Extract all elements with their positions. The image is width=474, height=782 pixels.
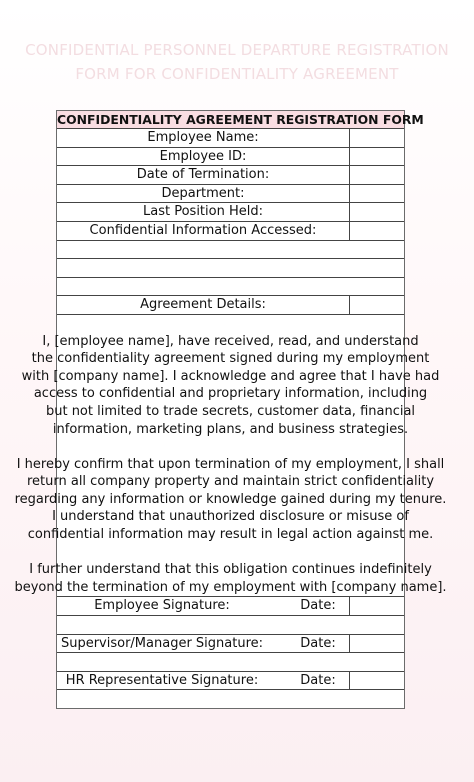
paragraph-line: I hereby confirm that upon termination of my employment, I shall: [16, 456, 445, 472]
field-label: Last Position Held:: [143, 204, 263, 220]
blank-row: [57, 438, 404, 456]
paragraph-line: the confidentiality agreement signed during my employment: [31, 351, 430, 367]
date-input-box[interactable]: [349, 597, 350, 615]
blank-row: [57, 544, 404, 562]
field-input-box[interactable]: [349, 296, 350, 314]
paragraph-line: regarding any information or knowledge gained during my tenure.: [14, 491, 447, 507]
field-label: Employee ID:: [159, 148, 247, 164]
form-title: CONFIDENTIALITY AGREEMENT REGISTRATION FORM: [57, 112, 424, 127]
field-row-date-of-termination: [57, 166, 404, 185]
blank-row: [57, 315, 404, 333]
field-input-box[interactable]: [349, 185, 350, 203]
signature-label: Supervisor/Manager Signature:: [60, 635, 264, 651]
blank-row: [57, 241, 404, 260]
paragraph-line: I further understand that this obligation continues indefinitely: [29, 562, 432, 578]
paragraph-line: I, [employee name], have received, read, and understand: [42, 333, 419, 349]
date-label: Date:: [300, 672, 336, 688]
watermark-title: [0, 38, 474, 86]
paragraph-line: with [company name]. I acknowledge and agree that I have had: [21, 368, 440, 384]
field-input-box[interactable]: [349, 222, 350, 240]
date-label: Date:: [300, 635, 336, 651]
paragraph-line: return all company property and maintain strict confidentiality: [26, 474, 435, 490]
field-row-employee-id: [57, 148, 404, 167]
field-input-box[interactable]: [349, 166, 350, 184]
signature-label: HR Representative Signature:: [65, 672, 259, 688]
field-row-confidential-info: [57, 222, 404, 241]
date-label: Date:: [300, 598, 336, 614]
signature-label: Employee Signature:: [94, 598, 230, 614]
signature-row-supervisor: [57, 635, 404, 654]
paragraph-line: access to confidential and proprietary information, including: [33, 386, 428, 402]
blank-row: [57, 616, 404, 635]
agreement-details-row: [57, 296, 404, 315]
signature-row-employee: [57, 597, 404, 616]
paragraph-line: beyond the termination of my employment with [company name].: [14, 579, 447, 595]
field-row-last-position: [57, 203, 404, 222]
blank-row: [57, 259, 404, 278]
field-input-box[interactable]: [349, 148, 350, 166]
blank-row: [57, 653, 404, 672]
field-row-employee-name: [57, 129, 404, 148]
agreement-details-label: Agreement Details:: [140, 297, 266, 313]
field-row-department: [57, 185, 404, 204]
paragraph-line: confidential information may result in legal action against me.: [27, 527, 434, 543]
form-sheet: [14, 110, 447, 709]
agreement-paragraph-1: [21, 333, 440, 439]
paragraph-line: information, marketing plans, and business strategies.: [52, 421, 409, 437]
field-label: Employee Name:: [147, 130, 259, 145]
field-label: Confidential Information Accessed:: [89, 222, 317, 238]
field-label: Date of Termination:: [136, 167, 270, 183]
field-label: Department:: [161, 185, 245, 201]
blank-row: [57, 278, 404, 297]
field-input-box[interactable]: [349, 129, 350, 147]
date-input-box[interactable]: [349, 635, 350, 653]
field-input-box[interactable]: [349, 203, 350, 221]
blank-row: [57, 690, 404, 708]
paragraph-line: I understand that unauthorized disclosure or misuse of: [52, 509, 409, 525]
agreement-paragraph-3: [14, 561, 447, 597]
watermark-line-2: FORM FOR CONFIDENTIALITY AGREEMENT: [75, 65, 399, 83]
watermark-line-1: CONFIDENTIAL PERSONNEL DEPARTURE REGISTRATION: [25, 41, 449, 59]
agreement-paragraph-2: [14, 456, 447, 544]
paragraph-line: but not limited to trade secrets, customer data, financial: [45, 403, 416, 419]
date-input-box[interactable]: [349, 672, 350, 690]
signature-row-hr: [57, 672, 404, 691]
